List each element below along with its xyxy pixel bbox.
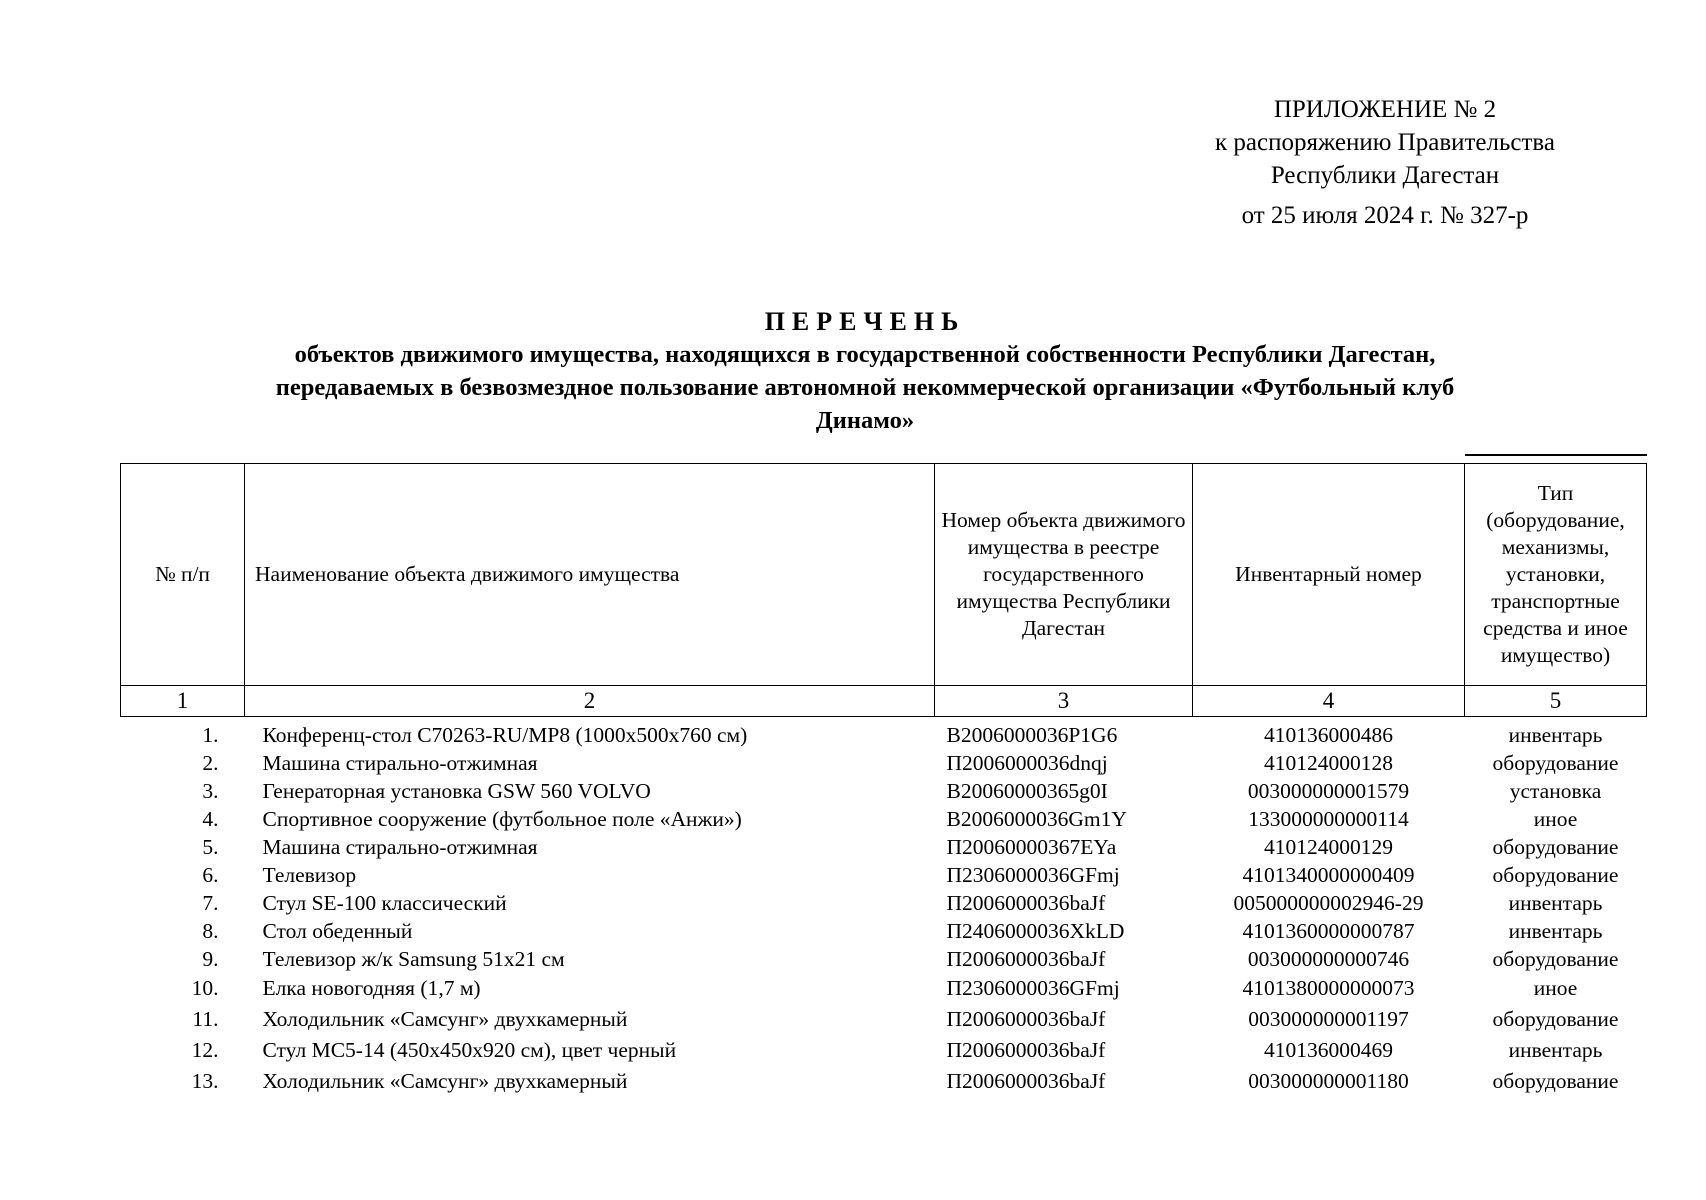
title-line-1: объектов движимого имущества, находящихся в государственной собственности Республики Дагестан, [294,341,1436,368]
row-name: Елка новогодняя (1,7 м) [262,976,481,1000]
row-inventory-number: 003000000001197 [1248,1007,1409,1031]
property-table [120,463,1647,1097]
row-number: 11. [192,1007,219,1031]
column-number: 2 [245,686,935,717]
row-number: 10. [191,976,219,1000]
row-name: Стол обеденный [262,919,413,943]
header-name: Наименование объекта движимого имущества [245,464,935,686]
row-number: 8. [202,919,219,943]
row-type: оборудование [1492,835,1619,859]
row-type: оборудование [1492,863,1619,887]
row-type: инвентарь [1508,891,1603,915]
row-registry-number: П2006000036dnqj [946,751,1108,775]
appendix-number: ПРИЛОЖЕНИЕ № 2 [1273,96,1497,123]
row-type: иное [1533,807,1578,831]
row-type: оборудование [1492,947,1619,971]
row-type: инвентарь [1508,723,1603,747]
row-type: инвентарь [1508,1038,1603,1062]
row-registry-number: П2406000036XkLD [946,919,1125,943]
table-row [121,805,1647,833]
row-registry-number: П2006000036baJf [946,1069,1106,1093]
row-number: 3. [202,779,219,803]
row-name: Стул SE-100 классический [262,891,507,915]
table-top-rule [1465,454,1647,456]
row-number: 7. [202,891,219,915]
table-row [121,861,1647,889]
row-inventory-number: 003000000001180 [1248,1069,1409,1093]
table-header-row [121,464,1647,686]
table-row [121,1004,1647,1035]
row-inventory-number: 410136000469 [1264,1038,1393,1062]
table-row [121,945,1647,973]
table-row [121,833,1647,861]
row-number: 6. [202,863,219,887]
row-type: оборудование [1492,751,1619,775]
row-number: 12. [191,1038,219,1062]
column-number-row [121,686,1647,717]
row-type: установка [1509,779,1602,803]
row-registry-number: П2006000036baJf [946,947,1106,971]
row-registry-number: П2006000036baJf [946,891,1106,915]
table-row [121,749,1647,777]
row-number: 4. [202,807,219,831]
table-row [121,973,1647,1004]
table-row [121,917,1647,945]
row-type: инвентарь [1508,919,1603,943]
table-row [121,889,1647,917]
row-inventory-number: 003000000001579 [1247,779,1410,803]
title-heading: ПЕРЕЧЕНЬ [764,307,966,336]
row-registry-number: П20060000367EYa [946,835,1117,859]
row-inventory-number: 4101380000000073 [1242,976,1415,1000]
row-name: Стул МС5-14 (450x450x920 см), цвет черный [262,1038,677,1062]
row-inventory-number: 005000000002946-29 [1233,891,1424,915]
appendix-reference: к распоряжению Правительства [1214,129,1555,156]
appendix-date: от 25 июля 2024 г. № 327-р [1241,202,1529,229]
row-registry-number: П2006000036baJf [946,1007,1106,1031]
title-line-3: Динамо» [815,407,915,434]
row-name: Конференц-стол С70263-RU/MP8 (1000x500x760 см) [262,723,748,747]
header-type: Тип (оборудование, механизмы, установки, транспортные средства и иное имущество) [1465,464,1647,686]
row-registry-number: В2006000036Gm1Y [946,807,1127,831]
column-number: 5 [1465,686,1647,717]
row-registry-number: П2006000036baJf [946,1038,1106,1062]
row-inventory-number: 4101340000000409 [1242,863,1415,887]
row-inventory-number: 003000000000746 [1247,947,1410,971]
row-inventory-number: 410136000486 [1264,723,1393,747]
appendix-block [1175,93,1595,232]
table-row [121,1066,1647,1097]
row-inventory-number: 4101360000000787 [1242,919,1415,943]
row-registry-number: В2006000036P1G6 [946,723,1118,747]
row-registry-number: В20060000365g0I [946,779,1108,803]
row-number: 2. [202,751,219,775]
appendix-region: Республики Дагестан [1270,162,1500,189]
document-title [120,306,1610,437]
row-inventory-number: 410124000128 [1264,751,1393,775]
header-inventory: Инвентарный номер [1193,464,1465,686]
row-registry-number: П2306000036GFmj [946,863,1120,887]
row-name: Спортивное сооружение (футбольное поле «Анжи») [262,807,742,831]
row-name: Холодильник «Самсунг» двухкамерный [262,1069,628,1093]
row-type: иное [1533,976,1578,1000]
row-type: оборудование [1492,1069,1619,1093]
row-number: 9. [202,947,219,971]
column-number: 3 [935,686,1193,717]
row-name: Машина стирально-отжимная [262,835,538,859]
row-number: 13. [191,1069,219,1093]
row-name: Машина стирально-отжимная [262,751,538,775]
row-registry-number: П2306000036GFmj [946,976,1120,1000]
row-inventory-number: 410124000129 [1264,835,1393,859]
row-name: Генераторная установка GSW 560 VOLVO [262,779,651,803]
table-row [121,717,1647,750]
row-name: Телевизор ж/к Samsung 51x21 см [262,947,565,971]
title-line-2: передаваемых в безвозмездное пользование автономной некоммерческой организации «Футбольный клуб [275,374,1455,401]
row-inventory-number: 133000000000114 [1248,807,1409,831]
header-registry: Номер объекта движимого имущества в реестре государственного имущества Республики Дагестан [935,464,1193,686]
row-number: 1. [202,723,219,747]
table-row [121,777,1647,805]
column-number: 4 [1193,686,1465,717]
row-number: 5. [202,835,219,859]
row-name: Телевизор [262,863,357,887]
header-number: № п/п [121,464,245,686]
row-type: оборудование [1492,1007,1619,1031]
table-row [121,1035,1647,1066]
column-number: 1 [121,686,245,717]
row-name: Холодильник «Самсунг» двухкамерный [262,1007,628,1031]
